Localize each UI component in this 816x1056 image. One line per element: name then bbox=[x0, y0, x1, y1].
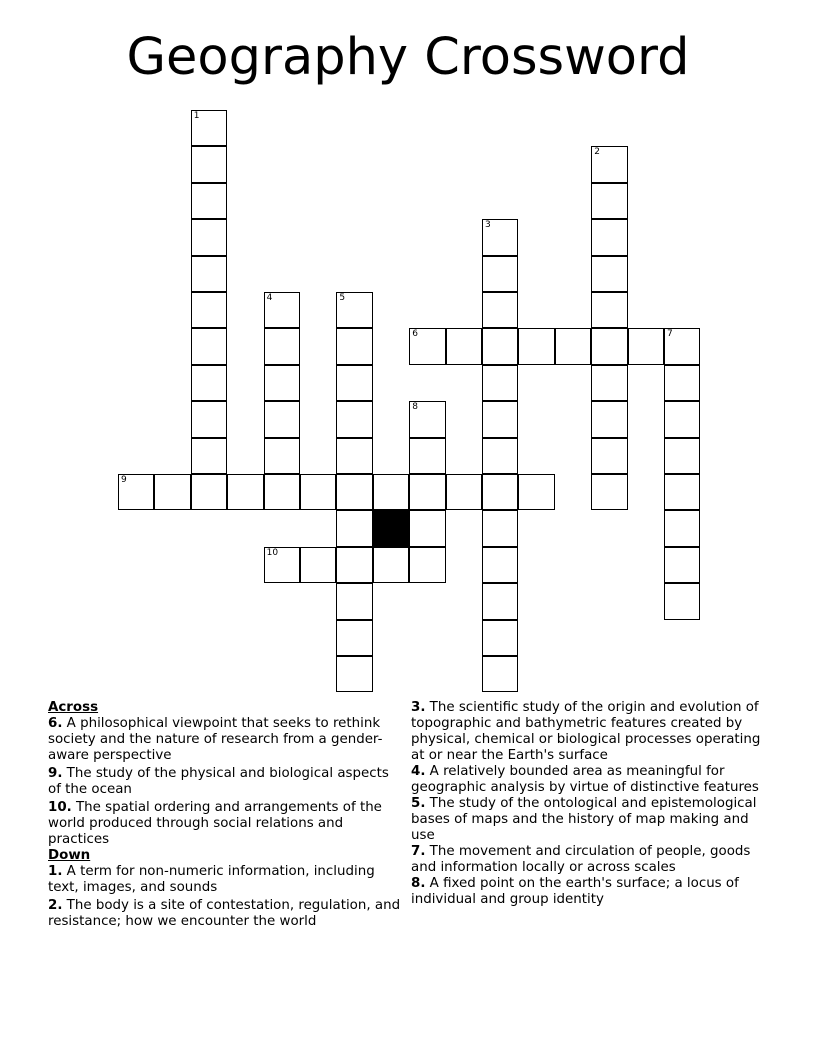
grid-cell[interactable] bbox=[191, 146, 227, 182]
grid-cell[interactable] bbox=[482, 365, 518, 401]
grid-cell[interactable] bbox=[409, 510, 445, 546]
cell-number: 2 bbox=[594, 147, 600, 158]
clue-across-10: 10. The spatial ordering and arrangements of the world produced through social relations and practices bbox=[48, 800, 382, 847]
grid-cell[interactable] bbox=[300, 547, 336, 583]
grid-cell[interactable] bbox=[264, 328, 300, 364]
grid-cell[interactable] bbox=[664, 474, 700, 510]
clue-down-7: 7. The movement and circulation of people, goods and information locally or across scales bbox=[411, 844, 751, 875]
grid-cell[interactable] bbox=[446, 328, 482, 364]
grid-cell[interactable] bbox=[336, 656, 372, 692]
grid-cell[interactable] bbox=[336, 583, 372, 619]
grid-cell[interactable] bbox=[555, 328, 591, 364]
grid-cell[interactable] bbox=[664, 328, 700, 364]
grid-cell[interactable] bbox=[482, 547, 518, 583]
clue-down-5: 5. The study of the ontological and epistemological bases of maps and the history of map making and use bbox=[411, 796, 757, 843]
grid-cell[interactable] bbox=[409, 438, 445, 474]
across-heading: Across bbox=[48, 700, 99, 715]
grid-cell[interactable] bbox=[591, 183, 627, 219]
grid-cell[interactable] bbox=[264, 438, 300, 474]
grid-cell[interactable] bbox=[409, 474, 445, 510]
grid-cell[interactable] bbox=[482, 219, 518, 255]
grid-cell[interactable] bbox=[336, 401, 372, 437]
grid-cell[interactable] bbox=[482, 292, 518, 328]
grid-cell[interactable] bbox=[482, 474, 518, 510]
grid-cell[interactable] bbox=[664, 547, 700, 583]
grid-cell[interactable] bbox=[191, 401, 227, 437]
grid-cell[interactable] bbox=[264, 474, 300, 510]
grid-cell[interactable] bbox=[664, 438, 700, 474]
grid-cell[interactable] bbox=[336, 438, 372, 474]
grid-cell[interactable] bbox=[664, 401, 700, 437]
grid-cell[interactable] bbox=[591, 438, 627, 474]
cell-number: 3 bbox=[485, 220, 491, 231]
grid-cell[interactable] bbox=[482, 656, 518, 692]
grid-cell[interactable] bbox=[227, 474, 263, 510]
grid-cell[interactable] bbox=[264, 401, 300, 437]
grid-cell[interactable] bbox=[446, 474, 482, 510]
clue-down-2: 2. The body is a site of contestation, regulation, and resistance; how we encounter the world bbox=[48, 898, 401, 929]
cell-number: 5 bbox=[339, 293, 346, 303]
grid-cell[interactable] bbox=[264, 365, 300, 401]
grid-cell[interactable] bbox=[191, 438, 227, 474]
grid-cell[interactable] bbox=[482, 620, 518, 656]
grid-cell[interactable] bbox=[191, 110, 227, 146]
grid-cell[interactable] bbox=[482, 328, 518, 364]
grid-cell[interactable] bbox=[373, 547, 409, 583]
grid-cell[interactable] bbox=[300, 474, 336, 510]
down-heading: Down bbox=[48, 848, 91, 863]
grid-cell[interactable] bbox=[591, 401, 627, 437]
grid-cell[interactable] bbox=[336, 474, 372, 510]
grid-cell[interactable] bbox=[191, 328, 227, 364]
grid-cell[interactable] bbox=[591, 256, 627, 292]
grid-cell[interactable] bbox=[591, 474, 627, 510]
grid-cell[interactable] bbox=[264, 547, 300, 583]
grid-cell[interactable] bbox=[336, 547, 372, 583]
clues-left-column bbox=[48, 700, 404, 932]
clue-across-6: 6. A philosophical viewpoint that seeks to rethink society and the nature of research from a gender-aware perspective bbox=[48, 716, 383, 763]
cell-number: 10 bbox=[266, 547, 279, 558]
blocked-cell bbox=[373, 510, 409, 546]
cell-number: 7 bbox=[667, 329, 673, 340]
grid-cell[interactable] bbox=[191, 292, 227, 328]
grid-cell[interactable] bbox=[482, 510, 518, 546]
grid-cell[interactable] bbox=[591, 365, 627, 401]
grid-cell[interactable] bbox=[518, 474, 554, 510]
cell-number: 9 bbox=[121, 475, 127, 485]
grid-cell[interactable] bbox=[191, 365, 227, 401]
grid-cell[interactable] bbox=[336, 292, 372, 328]
cell-number: 4 bbox=[266, 293, 273, 303]
grid-cell[interactable] bbox=[191, 219, 227, 255]
grid-cell[interactable] bbox=[154, 474, 190, 510]
grid-cell[interactable] bbox=[409, 328, 445, 364]
grid-cell[interactable] bbox=[264, 292, 300, 328]
grid-cell[interactable] bbox=[191, 256, 227, 292]
clue-down-4: 4. A relatively bounded area as meaningful for geographic analysis by virtue of distinctive features bbox=[411, 764, 759, 795]
clue-down-1: 1. A term for non-numeric information, including text, images, and sounds bbox=[48, 864, 375, 895]
page-title: Geography Crossword bbox=[126, 28, 690, 87]
grid-cell[interactable] bbox=[409, 401, 445, 437]
grid-cell[interactable] bbox=[482, 401, 518, 437]
clue-across-9: 9. The study of the physical and biological aspects of the ocean bbox=[48, 766, 389, 797]
clue-down-3: 3. The scientific study of the origin and evolution of topographic and bathymetric features created by physical, chemical or biological processes operating at or near the Earth's surface bbox=[411, 700, 761, 763]
grid-cell[interactable] bbox=[118, 474, 154, 510]
grid-cell[interactable] bbox=[591, 292, 627, 328]
cell-number: 6 bbox=[412, 329, 418, 340]
grid-cell[interactable] bbox=[591, 219, 627, 255]
grid-cell[interactable] bbox=[336, 328, 372, 364]
grid-cell[interactable] bbox=[409, 547, 445, 583]
cell-number: 8 bbox=[412, 402, 418, 413]
grid-cell[interactable] bbox=[482, 256, 518, 292]
clues-right-column bbox=[411, 700, 773, 908]
grid-cell[interactable] bbox=[191, 474, 227, 510]
cell-number: 1 bbox=[193, 111, 200, 121]
grid-cell[interactable] bbox=[664, 510, 700, 546]
grid-cell[interactable] bbox=[336, 510, 372, 546]
grid-cell[interactable] bbox=[591, 146, 627, 182]
grid-cell[interactable] bbox=[591, 328, 627, 364]
grid-cell[interactable] bbox=[191, 183, 227, 219]
grid-cell[interactable] bbox=[518, 328, 554, 364]
grid-cell[interactable] bbox=[482, 583, 518, 619]
grid-cell[interactable] bbox=[628, 328, 664, 364]
grid-cell[interactable] bbox=[336, 365, 372, 401]
grid-cell[interactable] bbox=[664, 583, 700, 619]
clue-down-8: 8. A fixed point on the earth's surface; a locus of individual and group identity bbox=[411, 876, 739, 907]
grid-cell[interactable] bbox=[336, 620, 372, 656]
grid-cell[interactable] bbox=[482, 438, 518, 474]
grid-cell[interactable] bbox=[373, 474, 409, 510]
grid-cell[interactable] bbox=[664, 365, 700, 401]
